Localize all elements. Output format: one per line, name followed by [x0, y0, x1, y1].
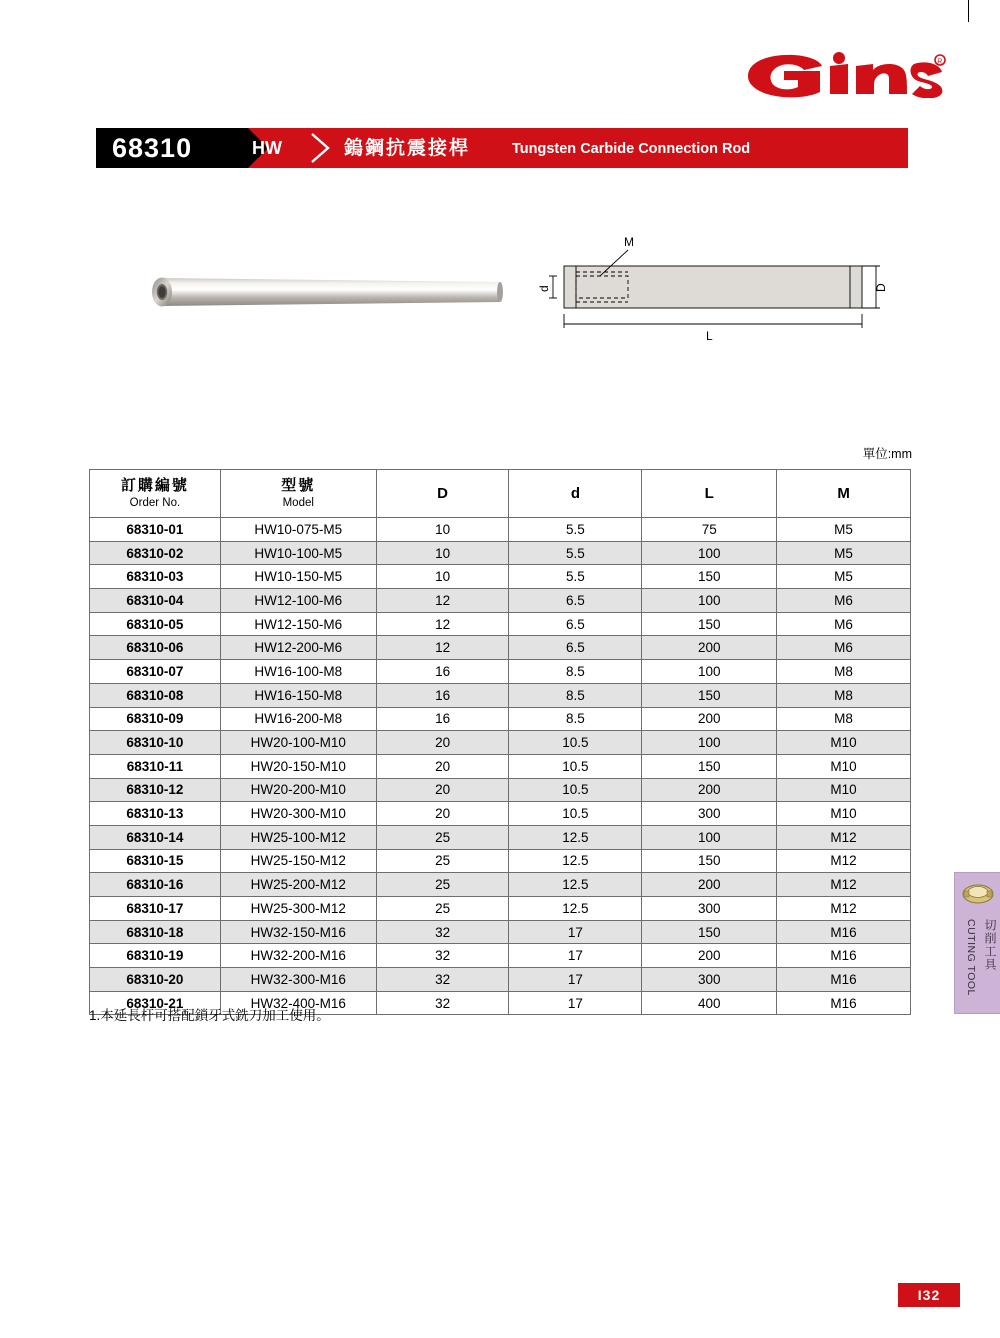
- cell-D: 25: [376, 825, 509, 849]
- table-row: [90, 968, 911, 992]
- page-number: I32: [898, 1283, 960, 1307]
- cell-d: 10.5: [509, 778, 642, 802]
- cell-order-no: 68310-10: [90, 731, 221, 755]
- cell-model: HW16-150-M8: [220, 683, 376, 707]
- cell-M: M8: [777, 683, 911, 707]
- cell-L: 150: [642, 754, 777, 778]
- cell-model: HW32-200-M16: [220, 944, 376, 968]
- table-row: [90, 636, 911, 660]
- cell-order-no: 68310-20: [90, 968, 221, 992]
- cell-D: 10: [376, 518, 509, 542]
- table-header-row: [90, 470, 911, 518]
- side-tab-cutting-tool[interactable]: [954, 872, 1000, 1014]
- cell-order-no: 68310-19: [90, 944, 221, 968]
- header-order-no-en: Order No.: [129, 497, 181, 510]
- cell-order-no: 68310-08: [90, 683, 221, 707]
- cell-d: 17: [509, 944, 642, 968]
- cell-d: 12.5: [509, 897, 642, 921]
- cell-d: 5.5: [509, 541, 642, 565]
- cell-M: M12: [777, 897, 911, 921]
- cell-L: 200: [642, 707, 777, 731]
- cell-d: 17: [509, 920, 642, 944]
- cell-order-no: 68310-13: [90, 802, 221, 826]
- cell-L: 100: [642, 825, 777, 849]
- cell-d: 12.5: [509, 825, 642, 849]
- cell-L: 100: [642, 541, 777, 565]
- cell-M: M8: [777, 660, 911, 684]
- cell-L: 150: [642, 683, 777, 707]
- cell-model: HW16-200-M8: [220, 707, 376, 731]
- cell-D: 12: [376, 612, 509, 636]
- cell-M: M10: [777, 754, 911, 778]
- cell-D: 16: [376, 683, 509, 707]
- cell-D: 25: [376, 897, 509, 921]
- drawing-label-l: L: [706, 329, 713, 343]
- cell-model: HW10-075-M5: [220, 518, 376, 542]
- spec-table-wrap: [89, 469, 911, 1015]
- cell-D: 16: [376, 660, 509, 684]
- product-title-cn: 鎢鋼抗震接桿: [344, 138, 471, 159]
- cell-L: 150: [642, 849, 777, 873]
- cell-M: M6: [777, 612, 911, 636]
- table-row: [90, 589, 911, 613]
- cell-D: 20: [376, 778, 509, 802]
- table-row: [90, 825, 911, 849]
- series-code: HW: [252, 138, 282, 158]
- drawing-label-d: d: [537, 285, 551, 292]
- cell-order-no: 68310-11: [90, 754, 221, 778]
- table-row: [90, 778, 911, 802]
- table-row: [90, 518, 911, 542]
- technical-drawing: [520, 228, 920, 348]
- cell-L: 200: [642, 873, 777, 897]
- cell-L: 300: [642, 897, 777, 921]
- cell-model: HW25-200-M12: [220, 873, 376, 897]
- cell-d: 6.5: [509, 636, 642, 660]
- cell-order-no: 68310-12: [90, 778, 221, 802]
- cell-order-no: 68310-06: [90, 636, 221, 660]
- table-row: [90, 731, 911, 755]
- header-D: D: [376, 470, 509, 518]
- table-row: [90, 565, 911, 589]
- cell-order-no: 68310-03: [90, 565, 221, 589]
- table-row: [90, 897, 911, 921]
- cell-L: 200: [642, 944, 777, 968]
- cell-model: HW20-300-M10: [220, 802, 376, 826]
- drawing-label-m: M: [624, 235, 634, 249]
- cell-M: M5: [777, 541, 911, 565]
- cell-order-no: 68310-09: [90, 707, 221, 731]
- header-d: d: [509, 470, 642, 518]
- cell-D: 25: [376, 849, 509, 873]
- cell-D: 20: [376, 754, 509, 778]
- header-model-en: Model: [282, 497, 314, 510]
- cell-D: 32: [376, 920, 509, 944]
- cell-L: 100: [642, 731, 777, 755]
- header-L: L: [642, 470, 777, 518]
- cell-model: HW12-200-M6: [220, 636, 376, 660]
- cell-d: 17: [509, 968, 642, 992]
- spec-table: [89, 469, 911, 1015]
- cell-model: HW25-150-M12: [220, 849, 376, 873]
- cell-model: HW20-150-M10: [220, 754, 376, 778]
- cell-D: 32: [376, 991, 509, 1015]
- cutting-tool-icon: [960, 879, 996, 909]
- cell-d: 6.5: [509, 612, 642, 636]
- cell-M: M16: [777, 991, 911, 1015]
- cell-d: 8.5: [509, 707, 642, 731]
- svg-text:R: R: [937, 58, 943, 66]
- cell-L: 150: [642, 920, 777, 944]
- cell-M: M12: [777, 873, 911, 897]
- unit-note: 單位:mm: [862, 447, 912, 461]
- cell-model: HW25-300-M12: [220, 897, 376, 921]
- cell-D: 25: [376, 873, 509, 897]
- cell-D: 20: [376, 802, 509, 826]
- table-row: [90, 802, 911, 826]
- spec-table-body: [90, 518, 911, 1015]
- cell-order-no: 68310-02: [90, 541, 221, 565]
- cell-M: M16: [777, 944, 911, 968]
- cell-D: 32: [376, 968, 509, 992]
- header-model-cn: 型號: [281, 477, 316, 495]
- table-row: [90, 944, 911, 968]
- header-M: M: [777, 470, 911, 518]
- cell-order-no: 68310-21: [90, 991, 221, 1015]
- cell-d: 8.5: [509, 660, 642, 684]
- table-row: [90, 849, 911, 873]
- cell-d: 10.5: [509, 731, 642, 755]
- crop-mark: [968, 0, 969, 22]
- cell-order-no: 68310-07: [90, 660, 221, 684]
- cell-M: M12: [777, 825, 911, 849]
- cell-M: M16: [777, 968, 911, 992]
- cell-model: HW16-100-M8: [220, 660, 376, 684]
- brand-logo: [740, 52, 948, 98]
- side-tab-label-cn: 切削工具: [983, 919, 997, 971]
- cell-L: 75: [642, 518, 777, 542]
- cell-M: M10: [777, 802, 911, 826]
- cell-d: 6.5: [509, 589, 642, 613]
- cell-M: M6: [777, 636, 911, 660]
- table-row: [90, 873, 911, 897]
- cell-L: 300: [642, 802, 777, 826]
- cell-D: 32: [376, 944, 509, 968]
- cell-model: HW32-300-M16: [220, 968, 376, 992]
- product-title-en: Tungsten Carbide Connection Rod: [512, 141, 751, 157]
- product-photo: [148, 262, 508, 322]
- cell-M: M10: [777, 778, 911, 802]
- cell-M: M8: [777, 707, 911, 731]
- cell-D: 12: [376, 589, 509, 613]
- cell-d: 10.5: [509, 754, 642, 778]
- footnote: 1.本延長杆可搭配鎖牙式銑刀加工使用。: [89, 1008, 330, 1023]
- cell-d: 8.5: [509, 683, 642, 707]
- cell-M: M5: [777, 565, 911, 589]
- cell-L: 300: [642, 968, 777, 992]
- table-row: [90, 612, 911, 636]
- side-tab-label-en: CUTING TOOL: [965, 919, 977, 996]
- header-order-no-cn: 訂購編號: [120, 477, 189, 495]
- table-row: [90, 660, 911, 684]
- cell-model: HW25-100-M12: [220, 825, 376, 849]
- cell-D: 10: [376, 565, 509, 589]
- cell-M: M5: [777, 518, 911, 542]
- cell-D: 20: [376, 731, 509, 755]
- cell-L: 150: [642, 612, 777, 636]
- cell-order-no: 68310-01: [90, 518, 221, 542]
- table-row: [90, 541, 911, 565]
- cell-d: 12.5: [509, 873, 642, 897]
- cell-model: HW20-200-M10: [220, 778, 376, 802]
- cell-L: 150: [642, 565, 777, 589]
- chevron-right-icon: [310, 133, 336, 163]
- cell-d: 12.5: [509, 849, 642, 873]
- table-row: [90, 754, 911, 778]
- cell-model: HW12-150-M6: [220, 612, 376, 636]
- cell-d: 5.5: [509, 565, 642, 589]
- header-order-no: [90, 470, 221, 518]
- cell-L: 400: [642, 991, 777, 1015]
- header-model: [220, 470, 376, 518]
- cell-d: 10.5: [509, 802, 642, 826]
- cell-order-no: 68310-15: [90, 849, 221, 873]
- drawing-label-D: D: [874, 283, 888, 292]
- cell-M: M16: [777, 920, 911, 944]
- cell-model: HW10-100-M5: [220, 541, 376, 565]
- cell-D: 12: [376, 636, 509, 660]
- cell-L: 100: [642, 589, 777, 613]
- cell-model: HW10-150-M5: [220, 565, 376, 589]
- cell-model: HW32-150-M16: [220, 920, 376, 944]
- cell-order-no: 68310-16: [90, 873, 221, 897]
- table-row: [90, 707, 911, 731]
- cell-order-no: 68310-14: [90, 825, 221, 849]
- cell-L: 100: [642, 660, 777, 684]
- cell-model: HW20-100-M10: [220, 731, 376, 755]
- order-code: 68310: [112, 133, 193, 163]
- cell-M: M6: [777, 589, 911, 613]
- cell-model: HW12-100-M6: [220, 589, 376, 613]
- cell-order-no: 68310-17: [90, 897, 221, 921]
- cell-M: M10: [777, 731, 911, 755]
- cell-M: M12: [777, 849, 911, 873]
- cell-order-no: 68310-18: [90, 920, 221, 944]
- cell-order-no: 68310-04: [90, 589, 221, 613]
- cell-L: 200: [642, 636, 777, 660]
- cell-d: 17: [509, 991, 642, 1015]
- table-row: [90, 683, 911, 707]
- cell-L: 200: [642, 778, 777, 802]
- cell-D: 10: [376, 541, 509, 565]
- cell-D: 16: [376, 707, 509, 731]
- table-row: [90, 920, 911, 944]
- cell-order-no: 68310-05: [90, 612, 221, 636]
- cell-model: HW32-400-M16: [220, 991, 376, 1015]
- cell-d: 5.5: [509, 518, 642, 542]
